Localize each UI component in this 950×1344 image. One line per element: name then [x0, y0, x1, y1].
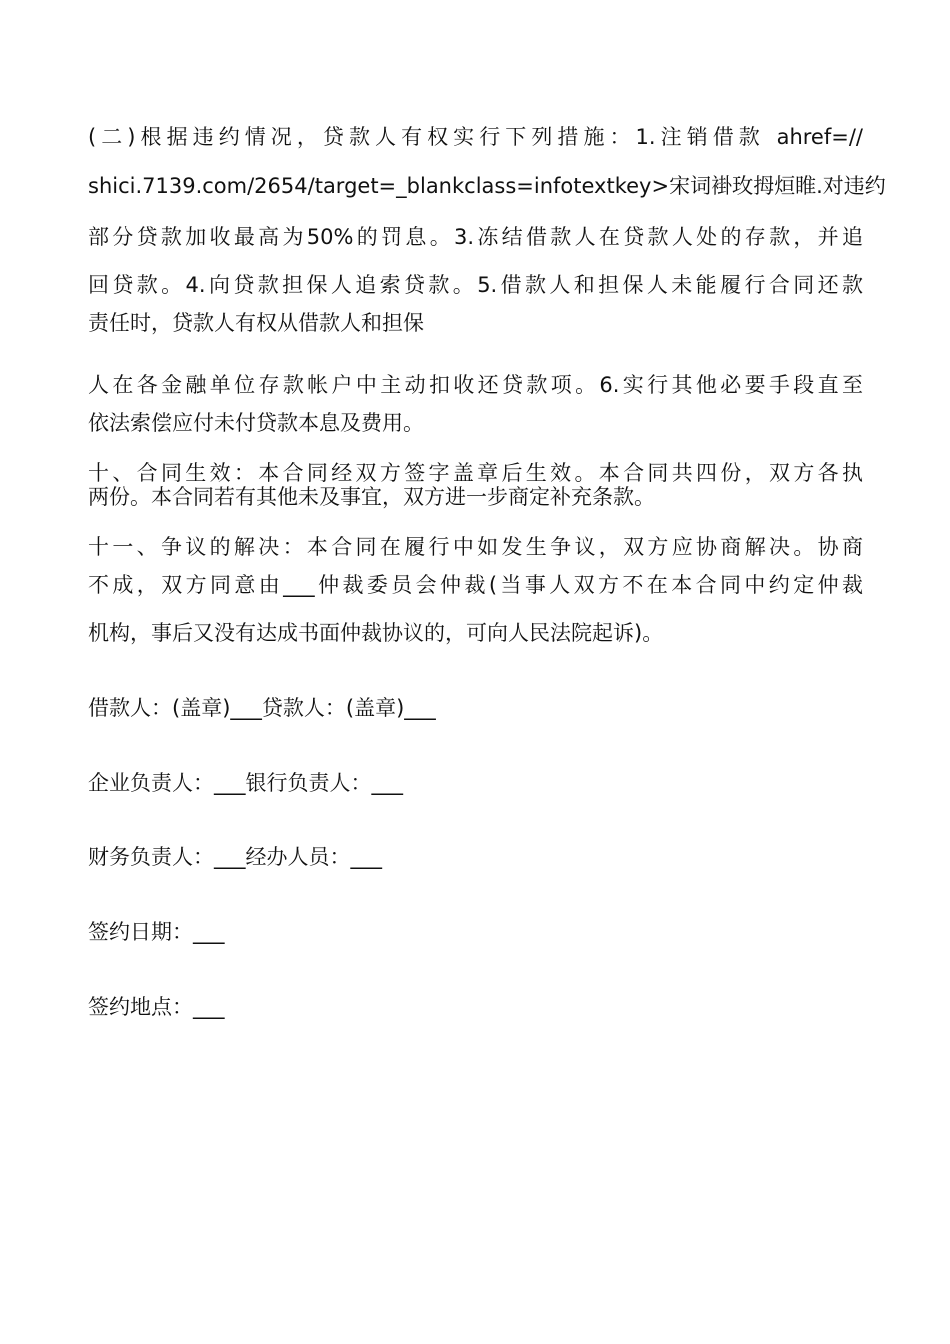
- signature-borrower-lender: 借款人：(盖章)___贷款人：(盖章)___: [88, 696, 436, 720]
- signing-place: 签约地点：___: [88, 995, 225, 1019]
- text-line: (二)根据违约情况，贷款人有权实行下列措施：1.注销借款 ahref=//: [88, 125, 863, 149]
- text-line: 人在各金融单位存款帐户中主动扣收还贷款项。6.实行其他必要手段直至: [88, 373, 863, 397]
- text-line: 十、合同生效：本合同经双方签字盖章后生效。本合同共四份，双方各执: [88, 461, 863, 485]
- text-line: 机构，事后又没有达成书面仲裁协议的，可向人民法院起诉)。: [88, 621, 664, 645]
- text-line: 部分贷款加收最高为50%的罚息。3.冻结借款人在贷款人处的存款，并追: [88, 225, 863, 249]
- text-line: 依法索偿应付未付贷款本息及费用。: [88, 411, 424, 435]
- signature-finance: 财务负责人：___经办人员：___: [88, 845, 382, 869]
- text-line: 责任时，贷款人有权从借款人和担保: [88, 311, 424, 335]
- text-line: 十一、争议的解决：本合同在履行中如发生争议，双方应协商解决。协商: [88, 535, 863, 559]
- text-line: 不成，双方同意由___仲裁委员会仲裁(当事人双方不在本合同中约定仲裁: [88, 573, 863, 597]
- signature-principals: 企业负责人：___银行负责人：___: [88, 771, 403, 795]
- signing-date: 签约日期：___: [88, 920, 225, 944]
- text-line: 两份。本合同若有其他未及事宜，双方进一步商定补充条款。: [88, 485, 655, 509]
- text-line: 回贷款。4.向贷款担保人追索贷款。5.借款人和担保人未能履行合同还款: [88, 273, 863, 297]
- text-line: shici.7139.com/2654/target=_blankclass=infotextkey>宋词褂玫拇烜睢.对违约: [88, 174, 886, 198]
